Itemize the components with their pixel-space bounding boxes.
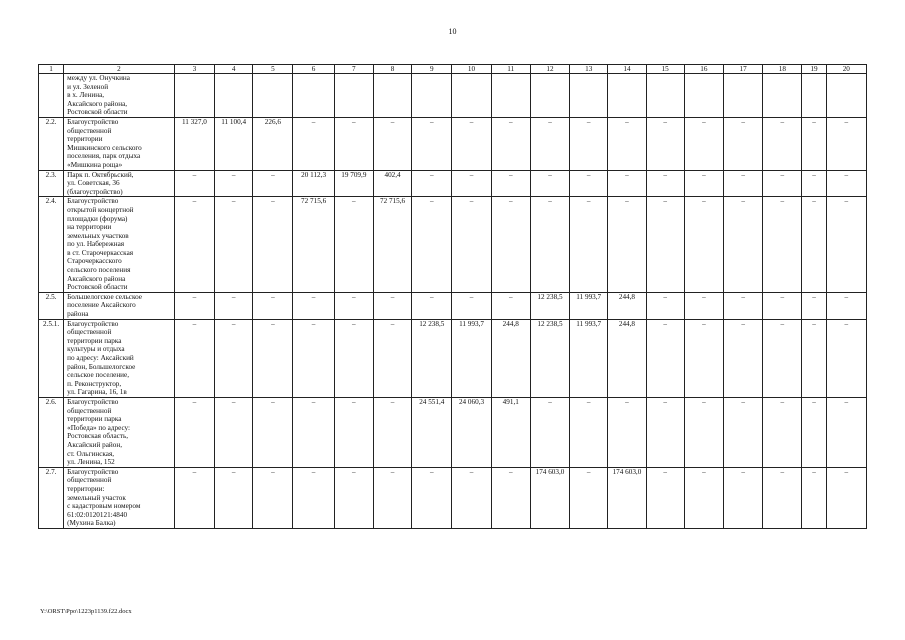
value-cell: – <box>826 197 866 293</box>
value-cell: – <box>174 319 214 397</box>
value-cell: – <box>684 117 723 170</box>
value-cell: 72 715,6 <box>293 197 334 293</box>
value-cell: – <box>334 397 373 467</box>
column-header: 10 <box>452 65 491 74</box>
value-cell: – <box>826 467 866 528</box>
value-cell: – <box>724 292 763 319</box>
value-cell <box>334 74 373 118</box>
value-cell: – <box>452 117 491 170</box>
value-cell: 11 993,7 <box>570 319 608 397</box>
value-cell: – <box>412 292 452 319</box>
value-cell: – <box>373 117 411 170</box>
value-cell: 174 603,0 <box>530 467 569 528</box>
value-cell: – <box>491 467 530 528</box>
value-cell: – <box>724 117 763 170</box>
value-cell: – <box>826 397 866 467</box>
value-cell: – <box>646 170 684 197</box>
program-table <box>38 64 867 529</box>
table-row <box>39 170 867 197</box>
value-cell: – <box>724 467 763 528</box>
column-header: 2 <box>64 65 175 74</box>
value-cell: 12 238,5 <box>412 319 452 397</box>
value-cell: – <box>763 197 802 293</box>
value-cell: – <box>570 397 608 467</box>
value-cell: – <box>174 197 214 293</box>
value-cell: – <box>452 170 491 197</box>
value-cell: – <box>530 170 569 197</box>
value-cell: – <box>570 117 608 170</box>
value-cell: – <box>763 397 802 467</box>
value-cell: 226,6 <box>253 117 293 170</box>
value-cell: – <box>646 319 684 397</box>
table-row <box>39 197 867 293</box>
column-header: 7 <box>334 65 373 74</box>
value-cell: 12 238,5 <box>530 319 569 397</box>
value-cell: – <box>491 197 530 293</box>
row-number: 2.4. <box>39 197 64 293</box>
table-row <box>39 467 867 528</box>
value-cell: – <box>253 467 293 528</box>
value-cell: 11 993,7 <box>452 319 491 397</box>
value-cell: 244,8 <box>608 292 646 319</box>
column-header: 5 <box>253 65 293 74</box>
table-row <box>39 74 867 118</box>
value-cell: – <box>215 197 253 293</box>
value-cell: – <box>293 397 334 467</box>
value-cell: – <box>724 197 763 293</box>
value-cell: – <box>570 197 608 293</box>
value-cell: 174 603,0 <box>608 467 646 528</box>
column-header: 19 <box>802 65 826 74</box>
row-name: Благоустройство открытой концертной площадки (форума) на территории земельных участков по ул. Набережная в ст. Старочеркасская Старочеркасского сельского поселения Аксайского района Ростовской области <box>64 197 175 293</box>
row-number: 2.6. <box>39 397 64 467</box>
value-cell: – <box>763 117 802 170</box>
value-cell: 402,4 <box>373 170 411 197</box>
table-row <box>39 319 867 397</box>
value-cell: – <box>412 170 452 197</box>
value-cell: – <box>763 319 802 397</box>
value-cell <box>570 74 608 118</box>
value-cell: – <box>646 397 684 467</box>
value-cell: 11 327,0 <box>174 117 214 170</box>
table-row <box>39 292 867 319</box>
column-header: 6 <box>293 65 334 74</box>
row-number: 2.3. <box>39 170 64 197</box>
value-cell: – <box>530 397 569 467</box>
value-cell: – <box>412 197 452 293</box>
value-cell: – <box>530 197 569 293</box>
column-header: 9 <box>412 65 452 74</box>
row-number: 2.7. <box>39 467 64 528</box>
value-cell: – <box>293 467 334 528</box>
value-cell <box>646 74 684 118</box>
value-cell: – <box>608 170 646 197</box>
value-cell: – <box>802 467 826 528</box>
value-cell: – <box>412 117 452 170</box>
value-cell: – <box>334 197 373 293</box>
value-cell <box>412 74 452 118</box>
value-cell: – <box>452 467 491 528</box>
value-cell: – <box>724 319 763 397</box>
value-cell: – <box>215 319 253 397</box>
value-cell: – <box>826 117 866 170</box>
value-cell: – <box>530 117 569 170</box>
column-header: 11 <box>491 65 530 74</box>
header-row <box>39 65 867 74</box>
value-cell <box>802 74 826 118</box>
value-cell: 491,1 <box>491 397 530 467</box>
value-cell: – <box>570 467 608 528</box>
value-cell: – <box>253 319 293 397</box>
value-cell: – <box>373 319 411 397</box>
value-cell: 12 238,5 <box>530 292 569 319</box>
column-header: 14 <box>608 65 646 74</box>
table-body <box>39 65 867 529</box>
value-cell: 244,8 <box>491 319 530 397</box>
value-cell: – <box>334 319 373 397</box>
value-cell: – <box>826 319 866 397</box>
column-header: 8 <box>373 65 411 74</box>
value-cell: – <box>763 170 802 197</box>
document-path: Y:\ORST\Ppo\1223p1139.f22.docx <box>40 608 132 615</box>
value-cell <box>608 74 646 118</box>
value-cell: – <box>763 292 802 319</box>
row-name: Благоустройство общественной территории парка «Победа» по адресу: Ростовская область, Аксайский район, ст. Ольгинская, ул. Ленина, 152 <box>64 397 175 467</box>
value-cell: – <box>452 292 491 319</box>
value-cell: – <box>608 397 646 467</box>
value-cell: – <box>373 292 411 319</box>
value-cell: – <box>763 467 802 528</box>
value-cell: 11 993,7 <box>570 292 608 319</box>
value-cell: – <box>253 170 293 197</box>
value-cell <box>452 74 491 118</box>
value-cell: – <box>802 397 826 467</box>
value-cell: 11 100,4 <box>215 117 253 170</box>
value-cell: – <box>802 319 826 397</box>
value-cell: 72 715,6 <box>373 197 411 293</box>
value-cell: – <box>684 170 723 197</box>
value-cell: – <box>570 170 608 197</box>
row-name: Большелогское сельское поселение Аксайского района <box>64 292 175 319</box>
row-name: между ул. Онучкина и ул. Зеленой в х. Ленина, Аксайского района, Ростовской области <box>64 74 175 118</box>
value-cell: – <box>412 467 452 528</box>
value-cell: – <box>293 292 334 319</box>
value-cell: – <box>684 319 723 397</box>
value-cell: 24 551,4 <box>412 397 452 467</box>
row-name: Благоустройство общественной территории: земельный участок с кадастровым номером 61:02:0120121:4840 (Мухина Балка) <box>64 467 175 528</box>
column-header: 16 <box>684 65 723 74</box>
value-cell <box>174 74 214 118</box>
row-number: 2.5. <box>39 292 64 319</box>
value-cell: – <box>826 292 866 319</box>
value-cell: – <box>684 292 723 319</box>
row-name: Благоустройство общественной территории Мишкинского сельского поселения, парк отдыха «Мишкина роща» <box>64 117 175 170</box>
value-cell: – <box>174 467 214 528</box>
row-name: Благоустройство общественной территории парка культуры и отдыха по адресу: Аксайский район, Большелогское сельское поселение, п. Реконструктор, ул. Гагарина, 16, 1в <box>64 319 175 397</box>
value-cell: – <box>174 397 214 467</box>
value-cell <box>253 74 293 118</box>
value-cell: – <box>334 117 373 170</box>
value-cell: – <box>293 117 334 170</box>
column-header: 17 <box>724 65 763 74</box>
value-cell <box>684 74 723 118</box>
value-cell <box>215 74 253 118</box>
value-cell <box>530 74 569 118</box>
value-cell: – <box>253 397 293 467</box>
value-cell: 19 709,9 <box>334 170 373 197</box>
value-cell <box>293 74 334 118</box>
table-row <box>39 397 867 467</box>
row-number <box>39 74 64 118</box>
value-cell: – <box>174 170 214 197</box>
value-cell: – <box>826 170 866 197</box>
value-cell: – <box>802 197 826 293</box>
value-cell <box>491 74 530 118</box>
value-cell: – <box>215 397 253 467</box>
value-cell: – <box>452 197 491 293</box>
value-cell: – <box>684 467 723 528</box>
value-cell: – <box>646 197 684 293</box>
value-cell: – <box>215 170 253 197</box>
value-cell: – <box>608 117 646 170</box>
value-cell: – <box>334 292 373 319</box>
row-number: 2.5.1. <box>39 319 64 397</box>
value-cell: – <box>491 170 530 197</box>
value-cell: – <box>646 117 684 170</box>
value-cell <box>373 74 411 118</box>
value-cell: – <box>215 467 253 528</box>
value-cell: – <box>608 197 646 293</box>
value-cell: – <box>491 117 530 170</box>
value-cell: – <box>724 397 763 467</box>
value-cell <box>763 74 802 118</box>
column-header: 4 <box>215 65 253 74</box>
value-cell: – <box>253 292 293 319</box>
value-cell: – <box>174 292 214 319</box>
value-cell: 24 060,3 <box>452 397 491 467</box>
value-cell: – <box>215 292 253 319</box>
row-number: 2.2. <box>39 117 64 170</box>
program-table-container <box>38 64 868 600</box>
column-header: 3 <box>174 65 214 74</box>
column-header: 18 <box>763 65 802 74</box>
value-cell: 20 112,3 <box>293 170 334 197</box>
column-header: 15 <box>646 65 684 74</box>
value-cell: – <box>802 292 826 319</box>
column-header: 1 <box>39 65 64 74</box>
row-name: Парк п. Октябрьский, ул. Советская, 36 (благоустройство) <box>64 170 175 197</box>
table-row <box>39 117 867 170</box>
value-cell <box>724 74 763 118</box>
value-cell: – <box>802 170 826 197</box>
column-header: 12 <box>530 65 569 74</box>
value-cell: – <box>334 467 373 528</box>
value-cell: 244,8 <box>608 319 646 397</box>
value-cell: – <box>491 292 530 319</box>
value-cell: – <box>293 319 334 397</box>
value-cell: – <box>802 117 826 170</box>
value-cell: – <box>646 292 684 319</box>
value-cell <box>826 74 866 118</box>
page-number: 10 <box>448 27 457 36</box>
column-header: 13 <box>570 65 608 74</box>
value-cell: – <box>684 197 723 293</box>
value-cell: – <box>373 467 411 528</box>
value-cell: – <box>373 397 411 467</box>
value-cell: – <box>253 197 293 293</box>
value-cell: – <box>646 467 684 528</box>
value-cell: – <box>684 397 723 467</box>
column-header: 20 <box>826 65 866 74</box>
value-cell: – <box>724 170 763 197</box>
